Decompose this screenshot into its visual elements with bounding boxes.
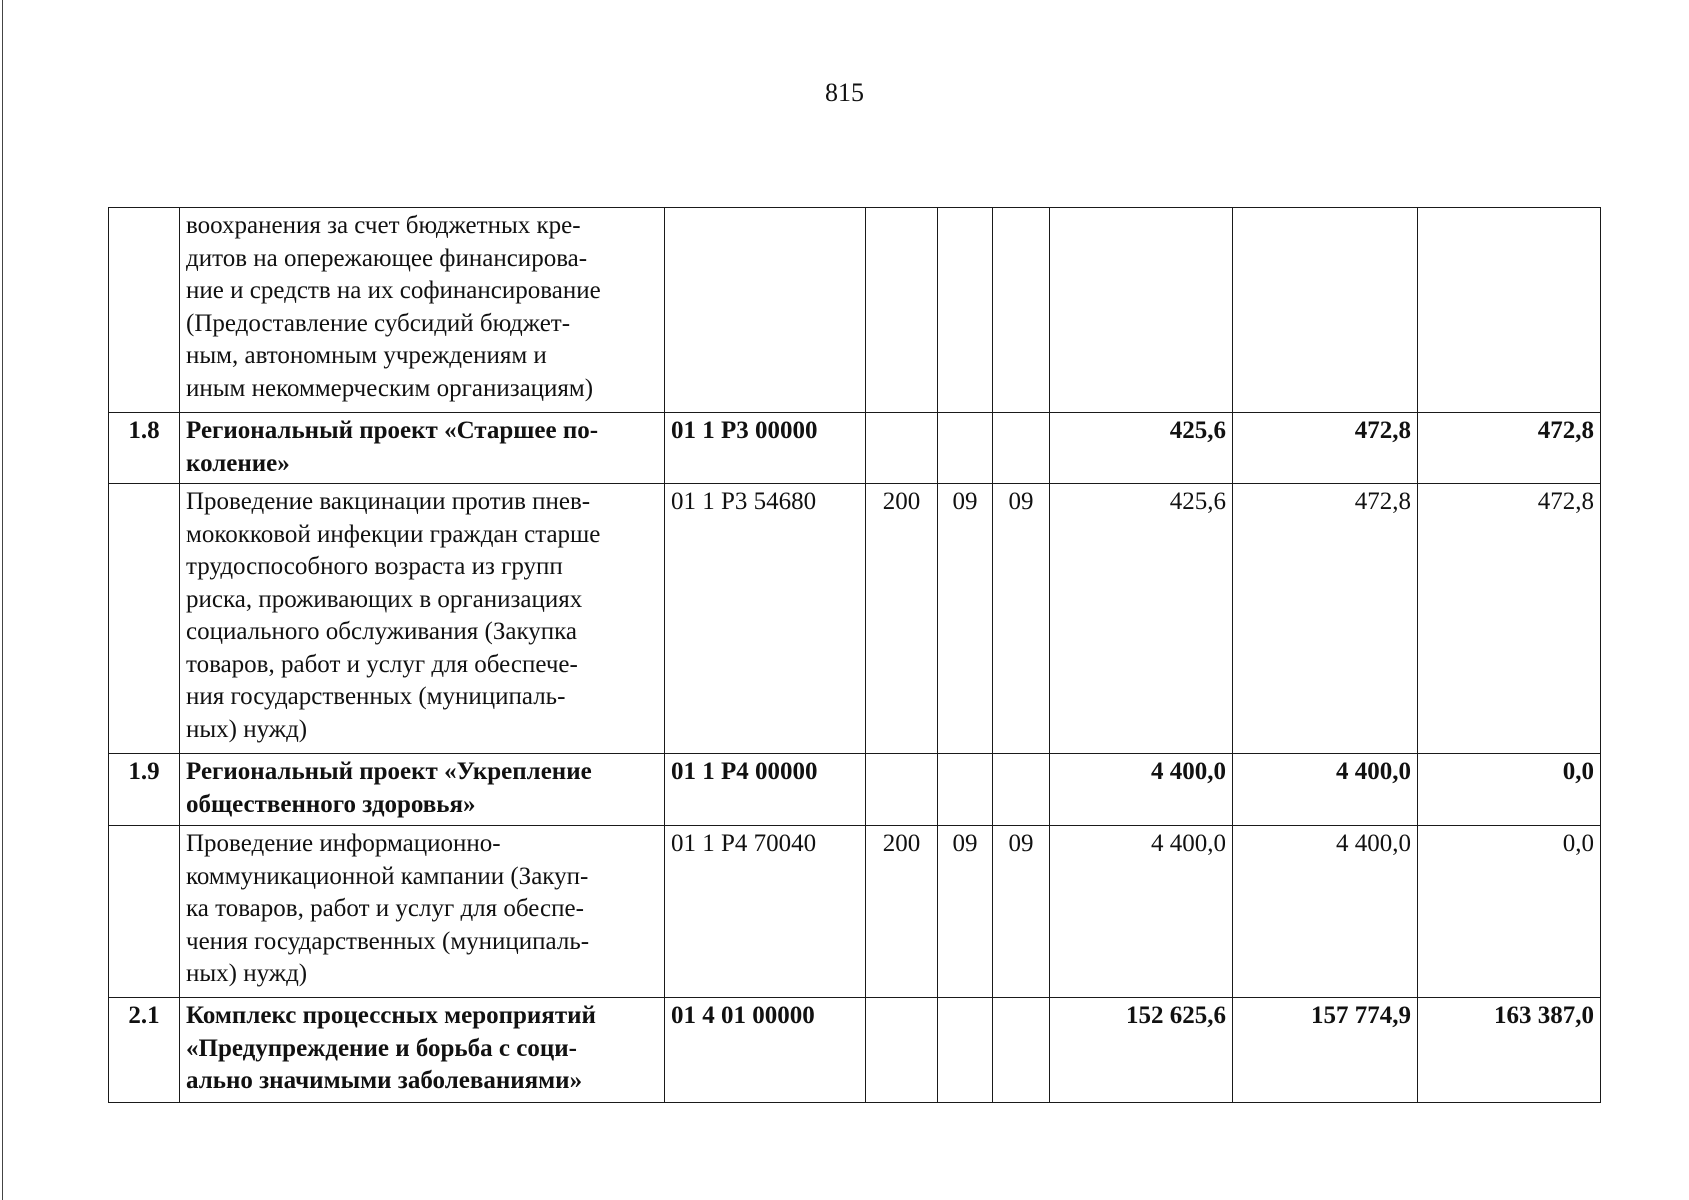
amount-year2-cell: 157 774,9 [1233, 998, 1418, 1103]
amount-year3-cell: 0,0 [1418, 826, 1601, 998]
row-number-cell [109, 826, 180, 998]
description-line: трудоспособного возраста из групп [186, 553, 563, 580]
page-margin-line [2, 0, 3, 1200]
description-line: чения государственных (муниципаль- [186, 927, 590, 955]
section-cell: 09 [938, 826, 993, 998]
expense-type-cell [866, 208, 938, 413]
description-line: коление» [186, 449, 290, 477]
description-line: Региональный проект «Старшее по- [186, 417, 599, 444]
row-number-cell [109, 208, 180, 413]
amount-year2-cell [1233, 208, 1418, 413]
description-cell [180, 754, 665, 826]
amount-year2-cell: 472,8 [1233, 413, 1418, 484]
description-line: воохранения за счет бюджетных кре- [186, 212, 581, 239]
description-line: ных) нужд) [186, 715, 308, 743]
subsection-cell: 09 [993, 484, 1050, 754]
section-cell [938, 998, 993, 1103]
row-number-cell: 1.9 [109, 754, 180, 826]
expense-type-cell: 200 [866, 826, 938, 998]
row-number-cell: 1.8 [109, 413, 180, 484]
section-cell [938, 754, 993, 826]
description-line: Проведение вакцинации против пнев- [186, 488, 591, 515]
description-line: Проведение информационно- [186, 830, 501, 857]
row-number-cell [109, 484, 180, 754]
target-code-cell: 01 1 P3 54680 [665, 484, 866, 754]
description-line: Региональный проект «Укрепление [186, 758, 592, 785]
description-line: товаров, работ и услуг для обеспече- [186, 650, 578, 678]
description-line: ным, автономным учреждениям и [186, 342, 547, 369]
amount-year1-cell: 425,6 [1050, 484, 1233, 754]
amount-year3-cell: 472,8 [1418, 413, 1601, 484]
description-line: социального обслуживания (Закупка [186, 618, 577, 645]
description-line: (Предоставление субсидий бюджет- [186, 309, 571, 337]
amount-year2-cell: 472,8 [1233, 484, 1418, 754]
amount-year3-cell: 163 387,0 [1418, 998, 1601, 1103]
description-line: Комплекс процессных мероприятий [186, 1002, 596, 1029]
description-line: «Предупреждение и борьба с соци- [186, 1034, 577, 1062]
amount-year3-cell: 0,0 [1418, 754, 1601, 826]
expense-type-cell [866, 754, 938, 826]
target-code-cell: 01 4 01 00000 [665, 998, 866, 1103]
table-row [109, 826, 1601, 998]
description-line: дитов на опережающее финансирова- [186, 244, 588, 272]
table-row [109, 484, 1601, 754]
table-row [109, 754, 1601, 826]
table-row [109, 998, 1601, 1103]
expense-type-cell [866, 413, 938, 484]
subsection-cell [993, 754, 1050, 826]
page-number: 815 [825, 78, 864, 107]
amount-year1-cell: 4 400,0 [1050, 826, 1233, 998]
description-line: иным некоммерческим организациям) [186, 374, 594, 402]
budget-table [108, 207, 1601, 1103]
description-line: ально значимыми заболеваниями» [186, 1067, 583, 1094]
description-line: риска, проживающих в организациях [186, 585, 583, 613]
target-code-cell: 01 1 P3 00000 [665, 413, 866, 484]
amount-year1-cell: 425,6 [1050, 413, 1233, 484]
amount-year3-cell: 472,8 [1418, 484, 1601, 754]
amount-year1-cell: 152 625,6 [1050, 998, 1233, 1103]
subsection-cell [993, 413, 1050, 484]
description-cell [180, 208, 665, 413]
description-cell [180, 826, 665, 998]
expense-type-cell: 200 [866, 484, 938, 754]
description-line: ния государственных (муниципаль- [186, 683, 566, 710]
row-number-cell: 2.1 [109, 998, 180, 1103]
description-cell [180, 998, 665, 1103]
amount-year2-cell: 4 400,0 [1233, 754, 1418, 826]
table-row [109, 413, 1601, 484]
section-cell: 09 [938, 484, 993, 754]
description-line: мококковой инфекции граждан старше [186, 520, 601, 548]
amount-year2-cell: 4 400,0 [1233, 826, 1418, 998]
amount-year1-cell [1050, 208, 1233, 413]
section-cell [938, 208, 993, 413]
description-cell [180, 484, 665, 754]
target-code-cell [665, 208, 866, 413]
target-code-cell: 01 1 P4 00000 [665, 754, 866, 826]
subsection-cell [993, 998, 1050, 1103]
target-code-cell: 01 1 P4 70040 [665, 826, 866, 998]
subsection-cell: 09 [993, 826, 1050, 998]
description-line: общественного здоровья» [186, 790, 476, 818]
description-cell [180, 413, 665, 484]
table-row [109, 208, 1601, 413]
expense-type-cell [866, 998, 938, 1103]
description-line: коммуникационной кампании (Закуп- [186, 862, 589, 890]
amount-year3-cell [1418, 208, 1601, 413]
amount-year1-cell: 4 400,0 [1050, 754, 1233, 826]
description-line: ка товаров, работ и услуг для обеспе- [186, 895, 584, 922]
section-cell [938, 413, 993, 484]
description-line: ных) нужд) [186, 960, 308, 987]
description-line: ние и средств на их софинансирование [186, 277, 601, 304]
subsection-cell [993, 208, 1050, 413]
